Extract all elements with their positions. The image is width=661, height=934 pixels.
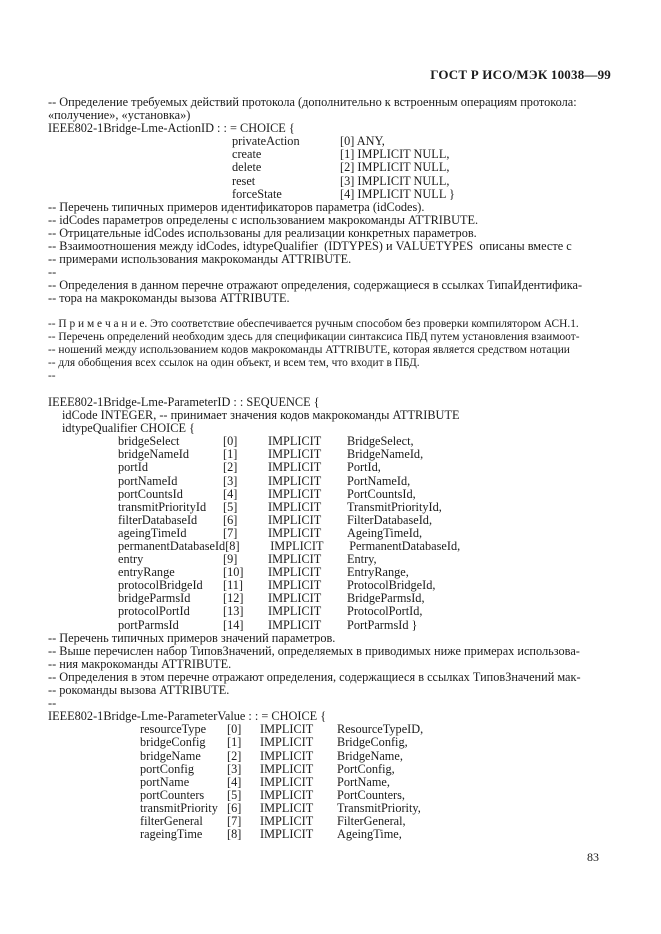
field-name: permanentDatabaseId — [118, 539, 226, 553]
field-name: filterGeneral — [140, 813, 203, 828]
asn1-parameterid-rows — [48, 435, 611, 631]
field-keyword: IMPLICIT — [268, 525, 322, 540]
asn1-actionid-rows — [48, 135, 611, 200]
field-tag: [6] — [227, 800, 242, 815]
field-name: resourceType — [140, 722, 207, 737]
field-tag: [12] — [223, 591, 244, 606]
field-tag: [4] — [227, 774, 242, 789]
field-type: PermanentDatabaseId, — [349, 539, 461, 553]
field-type: BridgeParmsId, — [347, 591, 425, 606]
field-name: bridgeSelect — [118, 434, 180, 449]
field-keyword: IMPLICIT — [268, 512, 322, 527]
field-type: BridgeSelect, — [347, 434, 414, 449]
field-value: [0] ANY, — [340, 134, 385, 149]
field-type: PortConfig, — [337, 761, 395, 776]
field-name: bridgeParmsId — [118, 591, 191, 606]
comment-line: -- Взаимоотношения между idCodes, idtypeQualifier (IDTYPES) и VALUETYPES описаны вместе с — [48, 239, 572, 254]
comment-line: -- idCodes параметров определены с использованием макрокоманды ATTRIBUTE. — [48, 212, 479, 227]
asn1-row — [118, 619, 611, 632]
field-keyword: IMPLICIT — [268, 486, 322, 501]
field-type: AgeingTime, — [337, 827, 402, 842]
comment-line: «получение», «установка») — [48, 108, 191, 123]
field-keyword: IMPLICIT — [260, 787, 314, 802]
field-type: AgeingTimeId, — [347, 525, 423, 540]
field-keyword: IMPLICIT — [268, 565, 322, 580]
field-tag: [2] — [227, 748, 242, 763]
field-name: ageingTimeId — [118, 525, 187, 540]
field-type: PortName, — [337, 774, 390, 789]
field-tag: [3] — [227, 761, 242, 776]
field-tag: [8] — [225, 539, 240, 553]
comment-line: -- Перечень типичных примеров значений параметров. — [48, 630, 336, 645]
comment-line: -- тора на макрокоманды вызова ATTRIBUTE. — [48, 291, 290, 306]
field-name: reset — [232, 173, 256, 188]
note-line: -- Перечень определений необходим здесь для спецификации синтаксиса ПБД путем установления взаимоот- — [48, 330, 580, 343]
comment-line: -- Выше перечислен набор ТиповЗначений, определяемых в приводимых ниже примерах использова- — [48, 643, 580, 658]
comment-line: -- рокоманды вызова ATTRIBUTE. — [48, 683, 230, 698]
field-name: protocolBridgeId — [118, 578, 203, 593]
field-name: portCountsId — [118, 486, 183, 501]
field-name: portCounters — [140, 787, 205, 802]
field-type: BridgeNameId, — [347, 447, 424, 462]
note-block — [48, 318, 611, 383]
asn1-row — [118, 514, 611, 527]
field-name: portId — [118, 460, 149, 475]
field-name: portNameId — [118, 473, 178, 488]
note-line: -- — [48, 369, 56, 382]
field-type: PortCounters, — [337, 787, 405, 802]
comment-line: -- — [48, 696, 57, 711]
field-name: transmitPriority — [140, 800, 218, 815]
note-line: -- для обобщения всех ссылок на один объект, и всем тем, что входит в ПБД. — [48, 356, 420, 369]
asn1-row — [118, 488, 611, 501]
field-type: BridgeConfig, — [337, 735, 408, 750]
field-tag: [7] — [223, 525, 238, 540]
field-name: bridgeConfig — [140, 735, 206, 750]
field-type: ResourceTypeID, — [337, 722, 424, 737]
field-tag: [0] — [223, 434, 238, 449]
asn1-row — [118, 605, 611, 618]
field-value: [2] IMPLICIT NULL, — [340, 160, 450, 175]
field-type: TransmitPriorityId, — [347, 499, 442, 514]
field-tag: [14] — [223, 617, 244, 632]
field-type: Entry, — [347, 552, 377, 567]
asn1-row — [140, 802, 611, 815]
field-keyword: IMPLICIT — [268, 604, 322, 619]
field-name: portConfig — [140, 761, 194, 776]
comment-line: -- — [48, 265, 57, 280]
note-line: -- П р и м е ч а н и е. Это соответствие обеспечивается ручным способом без проверки компилятором АСН.1. — [48, 317, 579, 330]
field-tag: [11] — [223, 578, 244, 593]
field-tag: [8] — [227, 827, 242, 842]
asn1-row — [140, 828, 611, 841]
field-tag: [7] — [227, 813, 242, 828]
comment-line: -- ния макрокоманды ATTRIBUTE. — [48, 656, 232, 671]
field-type: PortId, — [347, 460, 381, 475]
note-line: -- ношений между использованием кодов макрокоманды ATTRIBUTE, которая является средством нотации — [48, 343, 570, 356]
comment-line: -- Перечень типичных примеров идентификаторов параметра (idCodes). — [48, 199, 425, 214]
comment-line: -- Определения в этом перечне отражают определения, содержащиеся в ссылках ТиповЗначений мак- — [48, 669, 581, 684]
field-type: BridgeName, — [337, 748, 403, 763]
field-tag: [2] — [223, 460, 238, 475]
asn1-row — [118, 461, 611, 474]
field-keyword: IMPLICIT — [260, 761, 314, 776]
asn1-row — [118, 475, 611, 488]
standard-number-header: ГОСТ Р ИСО/МЭК 10038—99 — [430, 67, 611, 82]
field-name: bridgeNameId — [118, 447, 190, 462]
field-value: [3] IMPLICIT NULL, — [340, 173, 450, 188]
field-name: portName — [140, 774, 190, 789]
asn1-actionid-title: IEEE802-1Bridge-Lme-ActionID : : = CHOICE { — [48, 121, 295, 136]
field-tag: [4] — [223, 486, 238, 501]
field-keyword: IMPLICIT — [268, 591, 322, 606]
asn1-parametervalue-rows — [48, 723, 611, 841]
field-keyword: IMPLICIT — [268, 473, 322, 488]
comment-line: -- Определение требуемых действий протокола (дополнительно к встроенным операциям протокола: — [48, 95, 577, 109]
asn1-row — [140, 750, 611, 763]
field-value: [1] IMPLICIT NULL, — [340, 147, 450, 162]
asn1-parametervalue-title: IEEE802-1Bridge-Lme-ParameterValue : : = CHOICE { — [48, 709, 327, 724]
field-type: PortCountsId, — [347, 486, 416, 501]
comment-line: -- Отрицательные idCodes использованы для реализации конкретных параметров. — [48, 225, 477, 240]
asn1-row — [118, 501, 611, 514]
field-value: [4] IMPLICIT NULL } — [340, 186, 455, 201]
asn1-row — [140, 789, 611, 802]
field-keyword: IMPLICIT — [260, 813, 314, 828]
field-tag: [5] — [223, 499, 238, 514]
field-tag: [1] — [227, 735, 242, 750]
field-tag: [0] — [227, 722, 242, 737]
field-name: rageingTime — [140, 827, 203, 842]
blank-line — [48, 306, 611, 318]
field-type: FilterGeneral, — [337, 813, 406, 828]
asn1-row — [140, 736, 611, 749]
field-type: ProtocolBridgeId, — [347, 578, 436, 593]
field-name: create — [232, 147, 262, 162]
field-type: FilterDatabaseId, — [347, 512, 433, 527]
field-type: ProtocolPortId, — [347, 604, 423, 619]
field-name: bridgeName — [140, 748, 201, 763]
field-name: portParmsId — [118, 617, 179, 632]
field-name: delete — [232, 160, 262, 175]
field-keyword: IMPLICIT — [268, 434, 322, 449]
field-name: privateAction — [232, 134, 300, 149]
asn1-row — [232, 188, 611, 201]
asn1-qualifier-line: idtypeQualifier CHOICE { — [62, 421, 195, 436]
field-tag: [5] — [227, 787, 242, 802]
field-keyword: IMPLICIT — [268, 617, 322, 632]
field-keyword: IMPLICIT — [260, 774, 314, 789]
field-type: PortNameId, — [347, 473, 411, 488]
comment-line: -- примерами использования макрокоманды ATTRIBUTE. — [48, 252, 352, 267]
field-type: PortParmsId } — [347, 617, 418, 632]
field-tag: [13] — [223, 604, 244, 619]
field-keyword: IMPLICIT — [260, 827, 314, 842]
field-keyword: IMPLICIT — [260, 735, 314, 750]
field-keyword: IMPLICIT — [268, 578, 322, 593]
field-keyword: IMPLICIT — [268, 447, 322, 462]
field-tag: [10] — [223, 565, 244, 580]
field-tag: [6] — [223, 512, 238, 527]
field-name: entry — [118, 552, 144, 567]
field-keyword: IMPLICIT — [268, 552, 322, 567]
field-type: EntryRange, — [347, 565, 409, 580]
field-type: TransmitPriority, — [337, 800, 421, 815]
asn1-row — [140, 776, 611, 789]
field-keyword: IMPLICIT — [268, 499, 322, 514]
field-keyword: IMPLICIT — [270, 539, 324, 553]
field-keyword: IMPLICIT — [260, 748, 314, 763]
page-number: 83 — [587, 850, 599, 864]
asn1-row — [140, 763, 611, 776]
field-tag: [1] — [223, 447, 238, 462]
asn1-idcode-line: idCode INTEGER, -- принимает значения кодов макрокоманды ATTRIBUTE — [62, 408, 460, 423]
asn1-row — [232, 175, 611, 188]
field-tag: [9] — [223, 552, 238, 567]
field-name: filterDatabaseId — [118, 512, 198, 527]
asn1-parameterid-title: IEEE802-1Bridge-Lme-ParameterID : : SEQUENCE { — [48, 394, 320, 409]
field-tag: [3] — [223, 473, 238, 488]
field-name: protocolPortId — [118, 604, 190, 619]
comment-line: -- Определения в данном перечне отражают определения, содержащиеся в ссылках ТипаИдентифика- — [48, 278, 583, 293]
field-keyword: IMPLICIT — [260, 800, 314, 815]
field-name: transmitPriorityId — [118, 499, 207, 514]
asn1-row — [232, 161, 611, 174]
field-name: entryRange — [118, 565, 175, 580]
field-keyword: IMPLICIT — [268, 460, 322, 475]
field-keyword: IMPLICIT — [260, 722, 314, 737]
field-name: forceState — [232, 186, 282, 201]
